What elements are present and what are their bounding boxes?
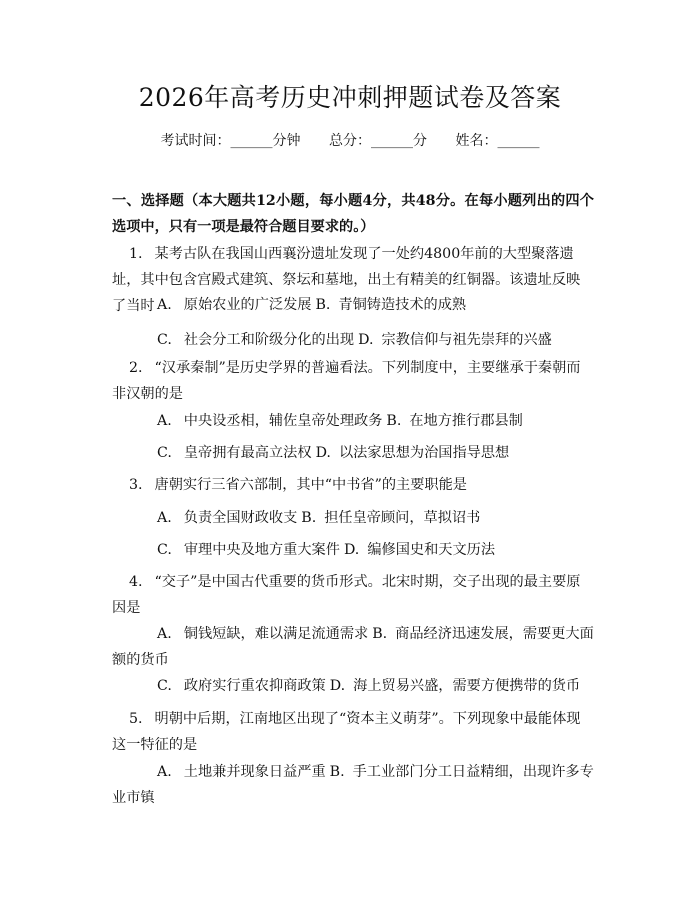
option-label-a: A.: [157, 626, 172, 642]
option-d: 宗教信仰与祖先崇拜的兴盛: [381, 332, 552, 348]
option-label-b: B.: [329, 764, 345, 780]
option-label-d: D.: [315, 445, 331, 461]
question-5-options-ab: [112, 759, 594, 811]
option-b: 在地方推行郡县制: [409, 413, 523, 429]
option-c: 审理中央及地方重大案件: [183, 542, 340, 558]
question-number: 2.: [129, 360, 143, 376]
option-label-d: D.: [329, 678, 346, 694]
option-label-c: C.: [157, 678, 172, 694]
option-label-d: D.: [358, 332, 374, 348]
question-3-options-cd: [112, 537, 594, 563]
question-stem: “交子”是中国古代重要的货币形式。北宋时期，交子出现的最主要原因是: [112, 574, 581, 616]
option-label-a: A.: [157, 764, 172, 780]
question-3-options-ab: [112, 505, 594, 531]
question-1-options-ab: [112, 292, 594, 318]
exam-time: 考试时间：______分钟: [160, 133, 301, 149]
option-label-b: B.: [386, 413, 402, 429]
question-4-options-cd: [112, 673, 594, 699]
question-4: [112, 569, 594, 621]
option-a: 土地兼并现象日益严重: [183, 764, 326, 780]
option-d: 以法家思想为治国指导思想: [338, 445, 510, 461]
option-b: 担任皇帝顾问，草拟诏书: [324, 510, 481, 526]
exam-score: 总分：______分: [329, 133, 427, 149]
question-number: 1.: [129, 246, 143, 262]
option-d: 编修国史和天文历法: [367, 542, 496, 558]
question-stem: 明朝中后期，江南地区出现了“资本主义萌芽”。下列现象中最能体现这一特征的是: [112, 711, 581, 753]
option-label-a: A.: [157, 413, 172, 429]
option-label-b: B.: [301, 510, 317, 526]
option-label-b: B.: [315, 297, 331, 313]
section-heading: 一、选择题（本大题共12小题，每小题4分，共48分。在每小题列出的四个选项中，只有一项是最符合题目要求的。）: [112, 193, 594, 235]
question-stem: 某考古队在我国山西襄汾遗址发现了一处约4800年前的大型聚落遗址，其中包含宫殿式建筑、祭坛和墓地，出土有精美的红铜器。该遗址反映了当时: [112, 246, 581, 314]
question-stem: “汉承秦制”是历史学界的普遍看法。下列制度中，主要继承于秦朝而非汉朝的是: [112, 360, 581, 402]
option-d: 海上贸易兴盛，需要方便携带的货币: [353, 678, 581, 694]
question-stem: 唐朝实行三省六部制，其中“中书省”的主要职能是: [154, 477, 467, 493]
option-a: 中央设丞相，辅佐皇帝处理政务: [183, 413, 383, 429]
option-b: 手工业部门分工日益精细，出现许多专业市镇: [112, 764, 594, 806]
option-label-b: B.: [372, 626, 388, 642]
option-label-c: C.: [157, 445, 172, 461]
question-number: 5.: [129, 711, 143, 727]
question-2-options-ab: [112, 408, 594, 434]
question-2: [112, 355, 594, 407]
page-title: 2026年高考历史冲刺押题试卷及答案: [138, 83, 562, 112]
option-c: 政府实行重农抑商政策: [183, 678, 326, 694]
question-5: [112, 706, 594, 758]
question-number: 3.: [129, 477, 143, 493]
option-label-c: C.: [157, 542, 172, 558]
option-label-a: A.: [157, 297, 172, 313]
option-a: 原始农业的广泛发展: [183, 297, 312, 313]
question-4-options-ab: [112, 621, 594, 673]
exam-meta: [0, 131, 700, 151]
question-number: 4.: [129, 574, 143, 590]
question-3: [112, 472, 594, 498]
question-2-options-cd: [112, 440, 594, 466]
option-label-c: C.: [157, 332, 172, 348]
option-a: 铜钱短缺，难以满足流通需求: [183, 626, 369, 642]
option-b: 青铜铸造技术的成熟: [338, 297, 467, 313]
option-c: 社会分工和阶级分化的出现: [183, 332, 355, 348]
option-b: 商品经济迅速发展，需要更大面额的货币: [112, 626, 594, 668]
option-c: 皇帝拥有最高立法权: [183, 445, 312, 461]
option-a: 负责全国财政收支: [183, 510, 298, 526]
question-1-options-cd: [112, 327, 594, 353]
exam-name: 姓名：______: [455, 133, 540, 149]
option-label-a: A.: [157, 510, 172, 526]
option-label-d: D.: [343, 542, 360, 558]
